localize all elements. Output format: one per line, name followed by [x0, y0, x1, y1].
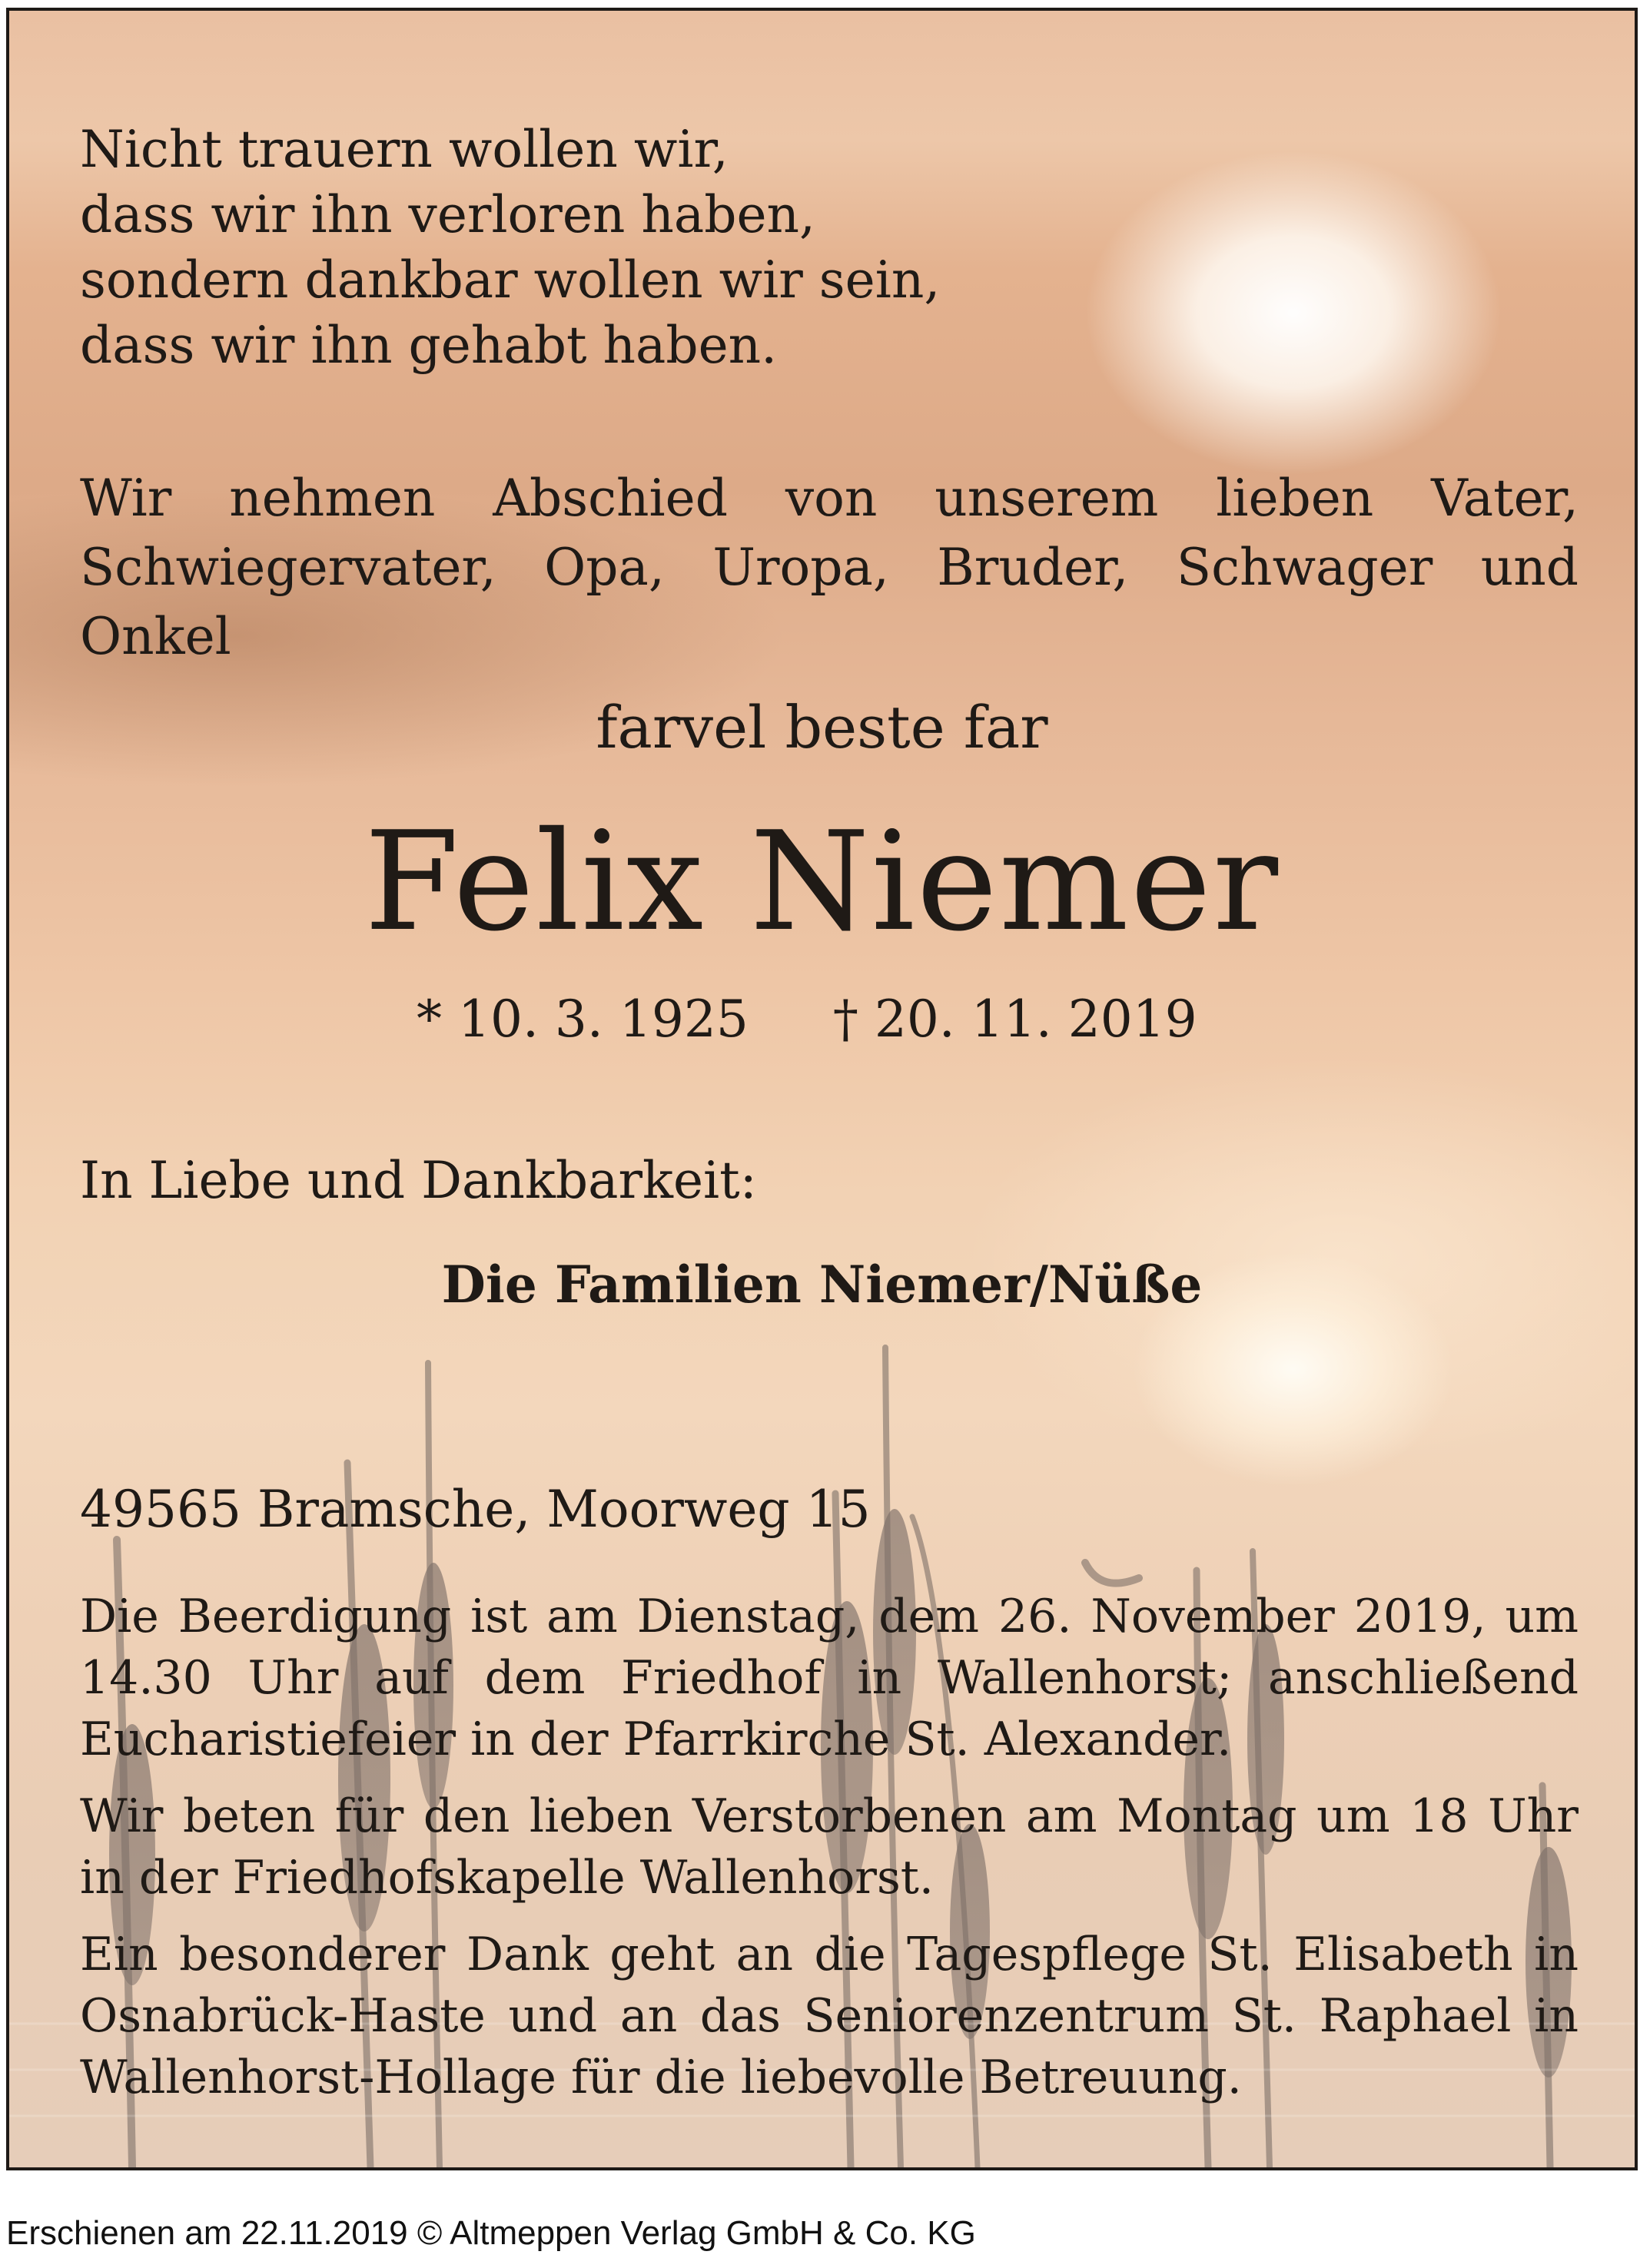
prayer-paragraph: Wir beten für den lieben Verstorbenen am Montag um 18 Uhr in der Friedhofskapelle Wallenhorst. — [80, 1789, 1579, 1905]
poem-line: Nicht trauern wollen wir, — [80, 120, 729, 179]
death-date: † 20. 11. 2019 — [832, 990, 1197, 1049]
thanks-paragraph: Ein besonderer Dank geht an die Tagespflege St. Elisabeth in Osnabrück-Haste und an das Seniorenzentrum St. Raphael in Wallenhorst-Hollage für die liebevolle Betreuung. — [80, 1928, 1579, 2104]
life-dates — [417, 990, 1197, 1049]
birth-date: * 10. 3. 1925 — [417, 990, 749, 1049]
nickname-line: farvel beste far — [596, 693, 1048, 761]
deceased-name: Felix Niemer — [364, 802, 1280, 961]
love-line: In Liebe und Dankbarkeit: — [80, 1151, 757, 1210]
poem-line: dass wir ihn verloren haben, — [80, 185, 816, 244]
farewell-intro: Wir nehmen Abschied von unserem lieben Vater, Schwiegervater, Opa, Uropa, Bruder, Schwager und Onkel — [80, 469, 1579, 666]
address-line: 49565 Bramsche, Moorweg 15 — [80, 1480, 871, 1539]
family-signature: Die Familien Niemer/Nüße — [441, 1255, 1203, 1315]
poem-line: sondern dankbar wollen wir sein, — [80, 250, 941, 310]
memorial-poem — [80, 117, 940, 378]
poem-line: dass wir ihn gehabt haben. — [80, 316, 778, 375]
funeral-details-paragraph: Die Beerdigung ist am Dienstag, dem 26. November 2019, um 14.30 Uhr auf dem Friedhof in Wallenhorst; anschließend Eucharistiefeier in der Pfarrkirche St. Alexander. — [80, 1590, 1579, 1766]
obituary-notice — [6, 8, 1638, 2170]
publication-footer: Erschienen am 22.11.2019 © Altmeppen Verlag GmbH & Co. KG — [6, 2214, 976, 2252]
